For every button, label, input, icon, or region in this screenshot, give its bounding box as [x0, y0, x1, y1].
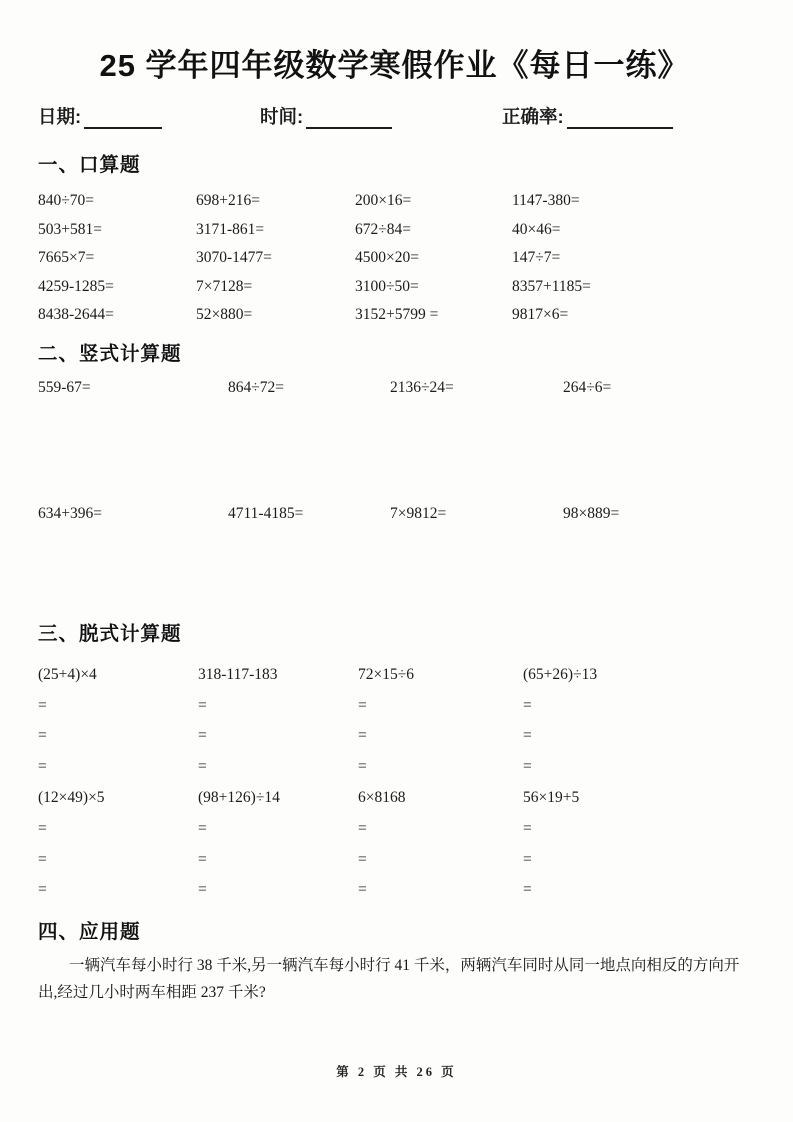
- oral-problem: 1147-380=: [512, 192, 580, 210]
- stepwise-cell: (65+26)÷13: [523, 665, 598, 683]
- stepwise-cell: =: [358, 819, 367, 837]
- meta-row: [38, 103, 751, 129]
- stepwise-cell: =: [38, 758, 47, 776]
- vertical-problem: 634+396=: [38, 504, 102, 522]
- oral-problem: 52×880=: [196, 306, 253, 324]
- section-heading-oral: 一、口算题: [38, 154, 141, 176]
- oral-problem: 698+216=: [196, 192, 260, 210]
- vertical-problem: 2136÷24=: [390, 378, 454, 396]
- date-field: [38, 103, 260, 129]
- stepwise-cell: (12×49)×5: [38, 789, 105, 807]
- stepwise-cell: 6×8168: [358, 789, 406, 807]
- stepwise-cell: =: [523, 758, 532, 776]
- stepwise-cell: 72×15÷6: [358, 665, 414, 683]
- vertical-problem: 4711-4185=: [228, 504, 304, 522]
- stepwise-cell: =: [198, 696, 207, 714]
- stepwise-cell: =: [198, 819, 207, 837]
- accuracy-field: [502, 103, 673, 129]
- vertical-problem: 264÷6=: [563, 378, 612, 396]
- page-title: 25 学年四年级数学寒假作业《每日一练》: [99, 48, 690, 83]
- oral-problem: 8438-2644=: [38, 306, 114, 324]
- vertical-problems-row2: [38, 504, 751, 524]
- date-label: 日期:: [38, 106, 82, 127]
- oral-problem: 672÷84=: [355, 220, 411, 238]
- stepwise-cell: =: [38, 727, 47, 745]
- oral-problem: 840÷70=: [38, 192, 94, 210]
- stepwise-cell: =: [38, 850, 47, 868]
- oral-problem: 7665×7=: [38, 249, 95, 267]
- vertical-problems-row1: [38, 378, 751, 398]
- stepwise-cell: =: [523, 727, 532, 745]
- oral-problems-grid: [38, 187, 751, 330]
- stepwise-cell: =: [198, 727, 207, 745]
- vertical-problem: 7×9812=: [390, 504, 447, 522]
- word-problem-text: 一辆汽车每小时行 38 千米,另一辆汽车每小时行 41 千米，两辆汽车同时从同一地点向相反的方向开出,经过几小时两车相距 237 千米?: [38, 956, 740, 1001]
- vertical-problem: 98×889=: [563, 504, 620, 522]
- vertical-problem: 864÷72=: [228, 378, 284, 396]
- stepwise-cell: =: [38, 881, 47, 899]
- stepwise-cell: =: [38, 696, 47, 714]
- stepwise-cell: =: [358, 850, 367, 868]
- stepwise-cell: 56×19+5: [523, 789, 580, 807]
- oral-problem: 4500×20=: [355, 249, 419, 267]
- accuracy-blank: [567, 108, 673, 129]
- oral-problem: 3070-1477=: [196, 249, 272, 267]
- vertical-problem: 559-67=: [38, 378, 91, 396]
- stepwise-cell: =: [358, 696, 367, 714]
- oral-problem: 40×46=: [512, 220, 561, 238]
- stepwise-cell: (25+4)×4: [38, 665, 97, 683]
- stepwise-cell: 318-117-183: [198, 665, 278, 683]
- oral-problem: 7×7128=: [196, 277, 253, 295]
- oral-problem: 3152+5799 =: [355, 306, 439, 324]
- stepwise-cell: =: [523, 850, 532, 868]
- oral-problem: 3171-861=: [196, 220, 265, 238]
- stepwise-problems-grid: [38, 660, 751, 906]
- oral-problem: 503+581=: [38, 220, 102, 238]
- accuracy-label: 正确率:: [502, 106, 564, 127]
- time-blank: [306, 108, 392, 129]
- oral-problem: 200×16=: [355, 192, 412, 210]
- date-blank: [84, 108, 162, 129]
- section-heading-stepwise: 三、脱式计算题: [38, 622, 182, 645]
- time-label: 时间:: [260, 106, 304, 127]
- stepwise-cell: =: [358, 758, 367, 776]
- stepwise-cell: =: [523, 696, 532, 714]
- page-footer: 第 2 页 共 26 页: [336, 1065, 457, 1079]
- stepwise-cell: =: [198, 758, 207, 776]
- stepwise-cell: =: [38, 819, 47, 837]
- oral-problem: 9817×6=: [512, 306, 569, 324]
- oral-problem: 147÷7=: [512, 249, 561, 267]
- oral-problem: 4259-1285=: [38, 277, 114, 295]
- section-heading-word: 四、应用题: [38, 920, 141, 943]
- time-field: [260, 103, 502, 129]
- stepwise-cell: =: [198, 881, 207, 899]
- oral-problem: 8357+1185=: [512, 277, 591, 295]
- stepwise-cell: =: [523, 881, 532, 899]
- oral-problem: 3100÷50=: [355, 277, 419, 295]
- section-heading-vertical: 二、竖式计算题: [38, 342, 182, 365]
- stepwise-cell: =: [358, 881, 367, 899]
- stepwise-cell: =: [523, 819, 532, 837]
- stepwise-cell: =: [198, 850, 207, 868]
- stepwise-cell: =: [358, 727, 367, 745]
- stepwise-cell: (98+126)÷14: [198, 789, 280, 807]
